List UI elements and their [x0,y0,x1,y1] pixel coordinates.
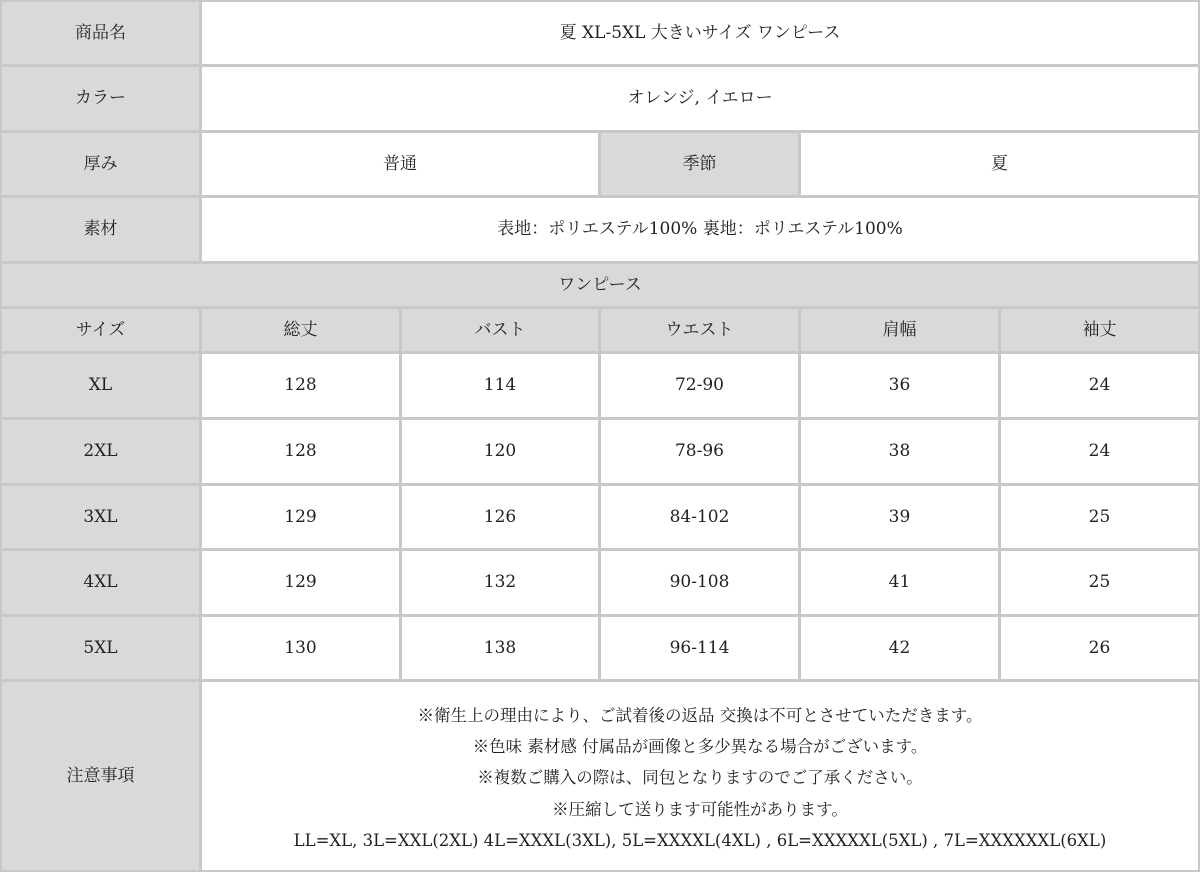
size-cell-shoulder: 41 [801,551,998,614]
size-cell-shoulder: 42 [801,617,998,679]
season-label: 季節 [601,133,798,195]
thickness-value: 普通 [202,133,598,195]
size-cell-total-length: 130 [202,617,399,679]
size-cell-bust: 126 [402,486,598,548]
size-header-size: サイズ [2,309,199,351]
size-table-title: ワンピース [2,264,1198,306]
size-cell-waist: 84-102 [601,486,798,548]
size-header-waist: ウエスト [601,309,798,351]
note-line: LL=XL, 3L=XXL(2XL) 4L=XXXL(3XL), 5L=XXXXL(4XL) , 6L=XXXXXL(5XL) , 7L=XXXXXXL(6XL) [293,830,1107,850]
size-cell-total-length: 129 [202,486,399,548]
size-header-bust: バスト [402,309,598,351]
size-cell-waist: 96-114 [601,617,798,679]
product-name-label: 商品名 [2,2,199,64]
color-value: オレンジ, イエロー [202,67,1198,130]
size-row-label: 4XL [2,551,199,614]
color-label: カラー [2,67,199,130]
size-row-label: 2XL [2,420,199,483]
product-name-value: 夏 XL-5XL 大きいサイズ ワンピース [202,2,1198,64]
size-row-label: XL [2,354,199,417]
size-cell-waist: 78-96 [601,420,798,483]
size-cell-sleeve: 24 [1001,354,1198,417]
size-cell-sleeve: 25 [1001,486,1198,548]
size-cell-shoulder: 36 [801,354,998,417]
size-cell-waist: 90-108 [601,551,798,614]
material-value: 表地：ポリエステル100% 裏地：ポリエステル100% [202,198,1198,261]
note-line: ※色味 素材感 付属品が画像と多少異なる場合がございます。 [472,737,928,757]
size-cell-bust: 120 [402,420,598,483]
size-header-sleeve: 袖丈 [1001,309,1198,351]
size-cell-sleeve: 24 [1001,420,1198,483]
size-cell-shoulder: 38 [801,420,998,483]
size-cell-waist: 72-90 [601,354,798,417]
notes-label: 注意事項 [2,682,199,870]
size-header-total-length: 総丈 [202,309,399,351]
note-line: ※複数ご購入の際は、同包となりますのでご了承ください。 [477,768,923,788]
thickness-label: 厚み [2,133,199,195]
size-row-label: 3XL [2,486,199,548]
note-line: ※衛生上の理由により、ご試着後の返品 交換は不可とさせていただきます。 [417,705,983,725]
size-cell-shoulder: 39 [801,486,998,548]
size-cell-total-length: 128 [202,354,399,417]
size-cell-bust: 114 [402,354,598,417]
size-cell-total-length: 129 [202,551,399,614]
size-cell-sleeve: 26 [1001,617,1198,679]
note-line: ※圧縮して送ります可能性があります。 [552,799,848,819]
size-cell-bust: 138 [402,617,598,679]
material-label: 素材 [2,198,199,261]
size-cell-bust: 132 [402,551,598,614]
size-row-label: 5XL [2,617,199,679]
size-cell-total-length: 128 [202,420,399,483]
season-value: 夏 [801,133,1198,195]
size-header-shoulder: 肩幅 [801,309,998,351]
notes-content [202,682,1198,870]
size-cell-sleeve: 25 [1001,551,1198,614]
